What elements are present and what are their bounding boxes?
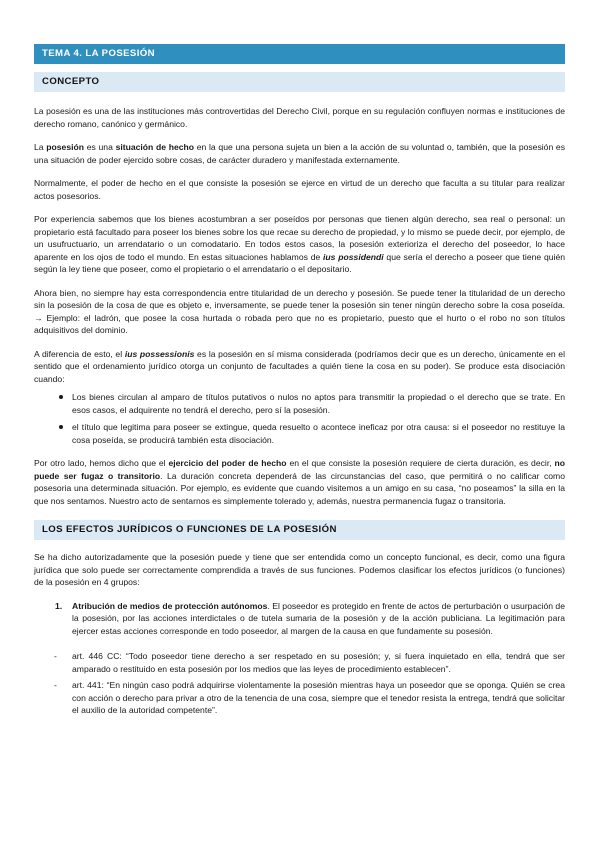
text-run: . El poseedor es protegido en frente de actos de perturbación o usurpación de la posesión, por las acciones interdictales o de tutela sumaria de la posesión y de la acción publiciana. La legitimación para ejercer estas acciones corresponde en todo poseedor, al margen de la causa en que fundamente su posesión. bbox=[72, 600, 565, 636]
bold-term: Atribución de medios de protección autónomos bbox=[72, 600, 268, 611]
paragraph bbox=[34, 213, 565, 276]
paragraph: Se ha dicho autorizadamente que la posesión puede y tiene que ser entendida como un concepto funcional, es decir, como una figura jurídica que solo puede ser correctamente comprendida a través de sus funciones. Podemos clasificar los efectos jurídicos (o funciones) de la posesión en 4 grupos: bbox=[34, 552, 565, 587]
text-run: . La duración concreta dependerá de las circunstancias del caso, que permitirá o no calificar como posesoria una determinada situación. Por ejemplo, es evidente que cuando visitemos a un amigo en su casa, “no poseamos” la silla en la que nos sentamos. Nuestro acto de sentarnos es simplemente tolerado y, además, nuestra permanencia fugaz o transitoria. bbox=[34, 470, 565, 506]
latin-term: ius possidendi bbox=[323, 251, 384, 262]
text-run: Por otro lado, hemos dicho que el bbox=[34, 458, 169, 468]
paragraph: La posesión es una de las instituciones más controvertidas del Derecho Civil, porque en su regulación confluyen normas e instituciones de derecho romano, canónico y germánico. bbox=[34, 106, 565, 129]
list-number: 1. bbox=[55, 600, 63, 611]
bold-term: ejercicio del poder de hecho bbox=[168, 458, 287, 468]
list-item: Los bienes circulan al amparo de títulos putativos o nulos no aptos para transmitir la propiedad o el derecho que se trate. En esos casos, el adquirente no tendrá el derecho, pero sí la posesión. bbox=[72, 392, 565, 415]
paragraph bbox=[34, 457, 565, 507]
list-item bbox=[54, 650, 565, 675]
chapter-title: TEMA 4. LA POSESIÓN bbox=[34, 44, 565, 64]
dash-marker: - bbox=[54, 651, 57, 661]
bold-term: situación de hecho bbox=[115, 142, 195, 152]
bullet-list bbox=[34, 391, 565, 446]
list-item: el título que legitima para poseer se extingue, queda resuelto o acontece ineficaz por otra causa: si el poseedor no restituye la cosa poseída, se producirá también esta disociación. bbox=[72, 422, 565, 445]
text-run: que sería el derecho a poseer que tiene quién según la ley tiene que poseer, como el propietario o el arrendatario o el depositario. bbox=[34, 251, 566, 274]
paragraph bbox=[34, 348, 565, 386]
article-quote: art. 441: “En ningún caso podrá adquirirse violentamente la posesión mientras haya un poseedor que se oponga. Quién se crea con acción o derecho para privar a otro de la tenencia de una cosa, siempre que el tenedor resista la entrega, tendrá que solicitar el auxilio de la autoridad competente”. bbox=[72, 680, 566, 715]
bold-term: no puede ser fugaz o transitorio bbox=[34, 458, 565, 481]
dash-marker: - bbox=[54, 680, 57, 690]
section-heading-efectos: LOS EFECTOS JURÍDICOS O FUNCIONES DE LA POSESIÓN bbox=[34, 520, 565, 540]
latin-term: ius possessionis bbox=[124, 348, 195, 359]
paragraph: Normalmente, el poder de hecho en el que consiste la posesión se ejerce en virtud de un derecho que faculta a su titular para realizar actos posesorios. bbox=[34, 178, 565, 201]
section-heading-concepto: CONCEPTO bbox=[34, 72, 565, 92]
bold-term: posesión bbox=[46, 142, 85, 152]
text-run: en el que consiste la posesión requiere de cierta duración, es decir, bbox=[286, 458, 555, 468]
numbered-list bbox=[34, 600, 565, 638]
text-run: es la posesión en sí misma considerada (podríamos decir que es un derecho, únicamente en el sentido que el ordenamiento jurídico otorga un conjunto de facultades a quién tiene la cosa en su poder). Se produce esta disociación cuando: bbox=[34, 348, 565, 384]
paragraph bbox=[34, 141, 565, 166]
text-run: es una bbox=[84, 142, 116, 152]
list-item bbox=[55, 600, 565, 638]
text-run: Por experiencia sabemos que los bienes acostumbran a ser poseídos por personas que tienen algún derecho, sea real o personal: un propietario está facultado para poseer los bienes sobre los que recae su derecho de propiedad, y lo mismo se puede decir, por ejemplo, de un usufructuario, un arrendatario o un comodatario. En todos estos casos, la posesión exterioriza el derecho del poseedor, lo hace aparente en los ojos de todo el mundo. En estas situaciones hablamos de bbox=[34, 214, 565, 262]
text-run: en la que una persona sujeta un bien a la acción de su voluntad o, también, que la posesión es una situación de poder ejercido sobre cosas, de carácter duradero y manifestada externamente. bbox=[34, 142, 566, 165]
list-item bbox=[54, 679, 566, 717]
article-quote: art. 446 CC: “Todo poseedor tiene derecho a ser respetado en su posesión; y, si fuera inquietado en ella, tendrá que ser amparado o restituido en esta posesión por los medios que las leyes de procedimiento establecen”. bbox=[72, 651, 565, 674]
text-run: La bbox=[34, 142, 47, 152]
text-run: A diferencia de esto, el bbox=[34, 348, 125, 359]
dash-list bbox=[34, 650, 565, 717]
paragraph: Ahora bien, no siempre hay esta correspondencia entre titularidad de un derecho y posesión. Se puede tener la titularidad de un derecho sin la posesión de la cosa de que es objeto e, inversamente, se puede tener la posesión sin tener ningún derecho sobre la cosa poseída. → Ejemplo: el ladrón, que posee la cosa hurtada o robada pero que no es propietario, puesto que el hurto o el robo no son títulos adquisitivos del dominio. bbox=[34, 287, 565, 335]
